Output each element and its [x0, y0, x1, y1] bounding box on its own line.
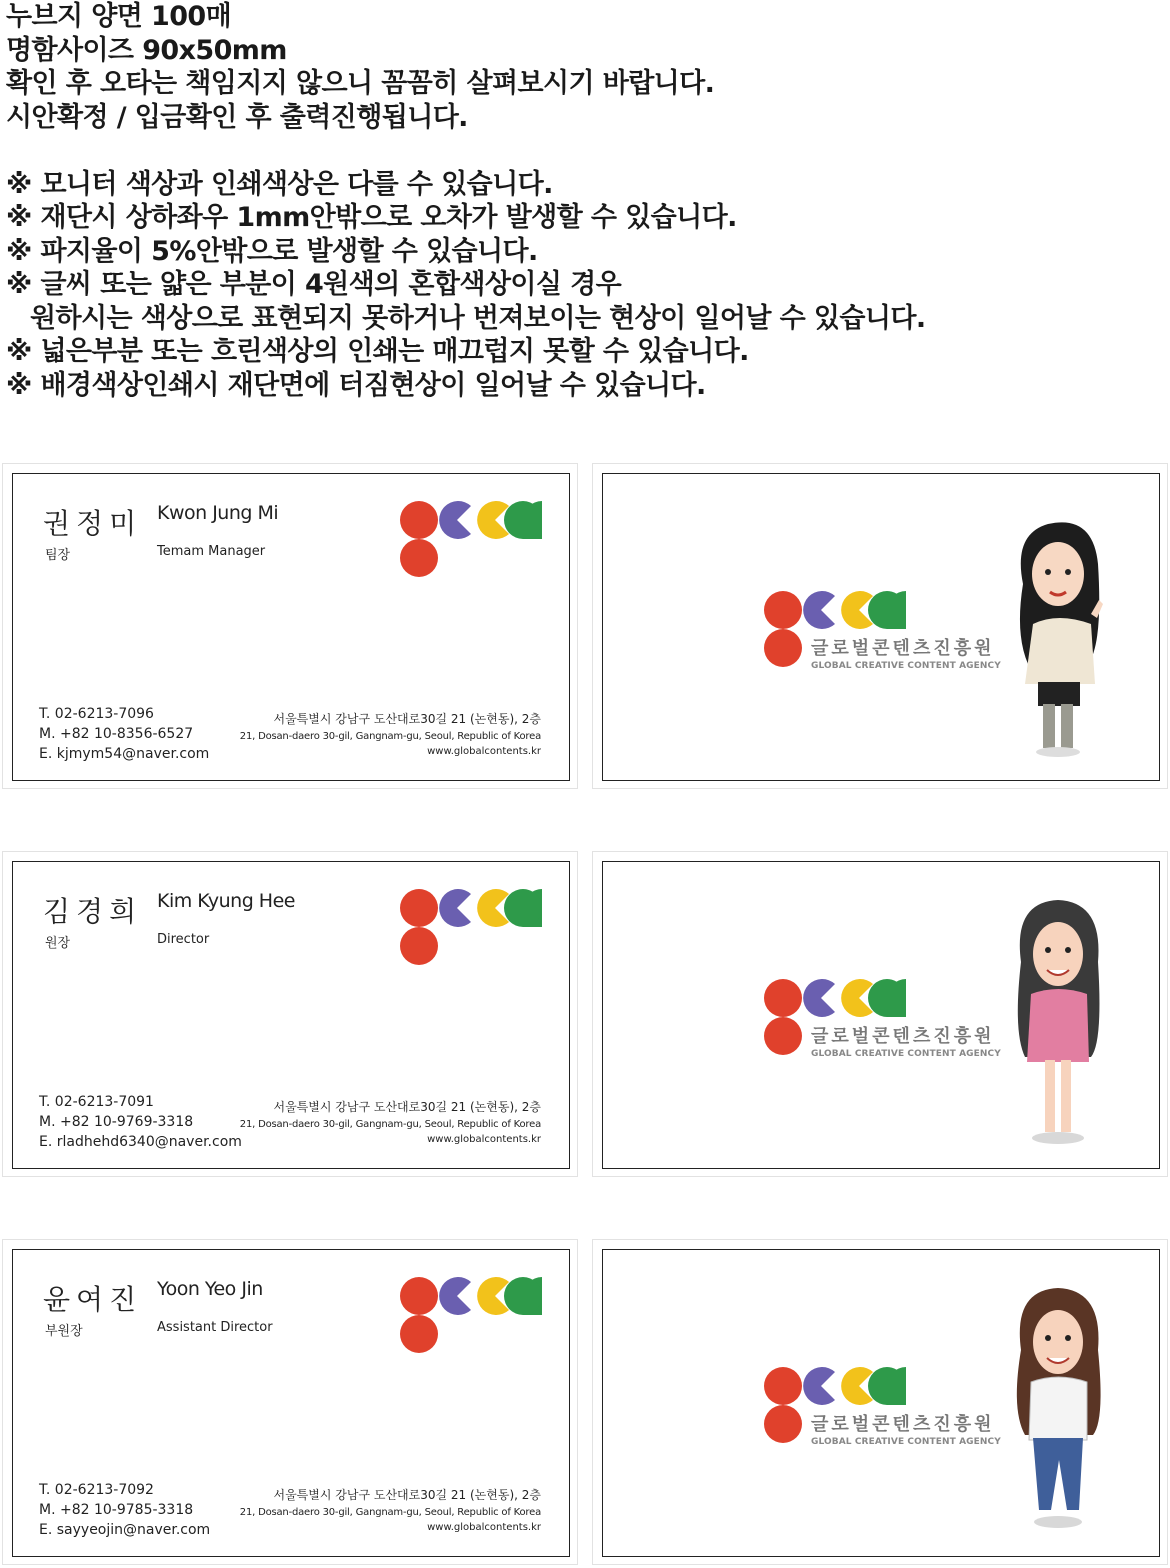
note-line: 확인 후 오타는 책임지지 않으니 꼼꼼히 살펴보시기 바랍니다. — [6, 68, 715, 99]
contact-block — [39, 1092, 242, 1152]
address-english: 21, Dosan-daero 30-gil, Gangnam-gu, Seoul, Republic of Korea — [239, 1507, 541, 1518]
note-line: 원하시는 색상으로 표현되지 못하거나 번져보이는 현상이 일어날 수 있습니다. — [30, 302, 926, 334]
note-line: ※ 글씨 또는 얇은 부분이 4원색의 혼합색상이실 경우 — [6, 269, 622, 300]
mobile: M. +82 10-8356-6527 — [39, 726, 194, 742]
address-block — [240, 1098, 541, 1147]
mobile: M. +82 10-9785-3318 — [39, 1502, 194, 1518]
title-korean: 부원장 — [45, 1324, 83, 1339]
name-korean: 권정미 — [43, 507, 143, 540]
title-english: Director — [157, 932, 210, 947]
card-front-face — [12, 1249, 570, 1557]
phone: T. 02-6213-7096 — [39, 706, 154, 722]
org-name-korean: 글로벌콘텐츠진흥원 — [811, 1026, 995, 1047]
note-line: ※ 파지율이 5%안밖으로 발생할 수 있습니다. — [6, 235, 538, 267]
org-name-korean: 글로벌콘텐츠진흥원 — [811, 638, 995, 659]
name-english: Yoon Yeo Jin — [157, 1278, 263, 1300]
note-line: 누브지 양면 100매 — [6, 1, 232, 32]
card-back — [592, 851, 1168, 1177]
avatar-icon — [1003, 882, 1113, 1150]
address-korean: 서울특별시 강남구 도산대로30길 21 (논현동), 2층 — [273, 712, 541, 726]
avatar-icon — [1003, 494, 1113, 762]
card-back — [592, 463, 1168, 789]
card-front — [2, 851, 578, 1177]
org-name-english: GLOBAL CREATIVE CONTENT AGENCY — [811, 1437, 1001, 1447]
name-korean: 윤여진 — [43, 1283, 143, 1316]
card-front — [2, 463, 578, 789]
website: www.globalcontents.kr — [427, 746, 541, 757]
email: E. rladhehd6340@naver.com — [39, 1134, 242, 1150]
brand-logo-icon — [399, 1276, 543, 1356]
address-block — [240, 710, 541, 759]
org-name-english: GLOBAL CREATIVE CONTENT AGENCY — [811, 661, 1001, 671]
name-korean: 김경희 — [43, 895, 143, 928]
brand-logo-icon — [399, 500, 543, 580]
note-line: ※ 재단시 상하좌우 1mm안밖으로 오차가 발생할 수 있습니다. — [6, 202, 737, 233]
contact-block — [39, 1480, 210, 1540]
email: E. sayyeojin@naver.com — [39, 1522, 211, 1538]
note-line: ※ 모니터 색상과 인쇄색상은 다를 수 있습니다. — [6, 168, 553, 200]
mobile: M. +82 10-9769-3318 — [39, 1114, 194, 1130]
website: www.globalcontents.kr — [427, 1522, 541, 1533]
card-back-face — [602, 861, 1160, 1169]
website: www.globalcontents.kr — [427, 1134, 541, 1145]
org-name-english: GLOBAL CREATIVE CONTENT AGENCY — [811, 1049, 1001, 1059]
brand-logo-icon — [399, 888, 543, 968]
title-korean: 팀장 — [45, 548, 71, 563]
address-block — [240, 1486, 541, 1535]
name-english: Kim Kyung Hee — [157, 890, 295, 912]
phone: T. 02-6213-7092 — [39, 1482, 154, 1498]
card-front-face — [12, 473, 570, 781]
print-notes — [6, 0, 1166, 402]
name-english: Kwon Jung Mi — [157, 502, 279, 524]
address-english: 21, Dosan-daero 30-gil, Gangnam-gu, Seoul, Republic of Korea — [239, 1119, 541, 1130]
title-english: Assistant Director — [157, 1320, 273, 1335]
note-line: ※ 넓은부분 또는 흐린색상의 인쇄는 매끄럽지 못할 수 있습니다. — [6, 336, 749, 367]
card-front-face — [12, 861, 570, 1169]
note-line: ※ 배경색상인쇄시 재단면에 터짐현상이 일어날 수 있습니다. — [6, 369, 706, 401]
card-front — [2, 1239, 578, 1565]
address-korean: 서울특별시 강남구 도산대로30길 21 (논현동), 2층 — [273, 1100, 541, 1114]
card-back-face — [602, 1249, 1160, 1557]
org-name-korean: 글로벌콘텐츠진흥원 — [811, 1414, 995, 1435]
note-line: 시안확정 / 입금확인 후 출력진행됩니다. — [6, 101, 468, 133]
avatar-icon — [1003, 1270, 1113, 1538]
contact-block — [39, 704, 209, 764]
note-spacer — [6, 134, 1166, 168]
note-line: 명함사이즈 90x50mm — [6, 34, 287, 66]
card-back-face — [602, 473, 1160, 781]
phone: T. 02-6213-7091 — [39, 1094, 154, 1110]
address-korean: 서울특별시 강남구 도산대로30길 21 (논현동), 2층 — [273, 1488, 541, 1502]
card-back — [592, 1239, 1168, 1565]
title-english: Temam Manager — [157, 544, 266, 559]
email: E. kjmym54@naver.com — [39, 746, 210, 762]
address-english: 21, Dosan-daero 30-gil, Gangnam-gu, Seoul, Republic of Korea — [239, 731, 541, 742]
title-korean: 원장 — [45, 936, 71, 951]
